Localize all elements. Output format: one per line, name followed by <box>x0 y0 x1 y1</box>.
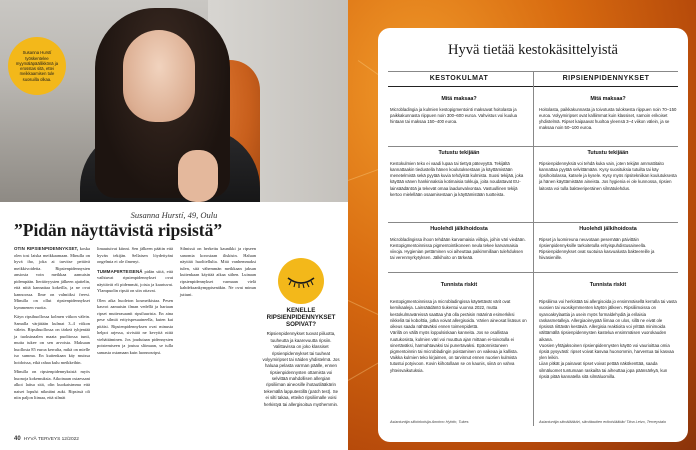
cell-text: Microbladingia ja kulmien kestopigmentointi maksavat hoitolasta ja paikkakunnasta riippuen noin 300–600 euroa. Vahvistus voi kuulua hintaan tai maksaa 150–400 euroa. <box>390 106 518 125</box>
right-page <box>348 0 696 450</box>
article-column-1 <box>14 246 90 405</box>
photo-caption-bubble <box>8 37 66 95</box>
table-cell <box>539 150 677 192</box>
cell-heading: Mitä maksaa? <box>441 96 477 102</box>
cell-text: Hoitolasta, paikkakunnasta ja toivotusta tuloksesta riippuen noin 70–150 euroa. Volyymiripset ovat kalliimmat kuin klassiset, samoin erikoiset yhdistelmä. Ripset kaipaavat huoltoa yleensä 3–4 viikon välein, ja se maksaa noin 50–100 euroa. <box>539 106 677 131</box>
article-column-2 <box>97 246 173 359</box>
magazine-issue: HYVÄ TERVEYS 12/2022 <box>23 437 79 442</box>
sidebar-text: Ripsienpidennykset tuovat piiluotta, tuuheutta ja kaarevuutta ripsiin. Valittavissa on joko klassiset ripsienpidennykset tai tuuheat volyymiripset tai näiden yhdistelmä. Jos haluaa pelasta varman päälle, ennen ripsienpidennysten ottamista voi selvittää mahdollisen allergian ripsiliiman aineosille ihotautilääkärin tekemällä lapputestillä (patch test). Se ei silti takaa, etteikö ripsiliimalle voisi herkistyä tai allergisoitua myöhemmin. <box>262 331 340 407</box>
paragraph: Olen aika huoleton kosmeikistaa. Pesen kasvot aamuisin ilman vedellä ja hartaan ripset mutterasaanit ripsiluurista. En aina pese silmiä erityispesuaineella, kuten kai pitäisi. Ripsienpidennyksen ovat minusta helpot arjessa, sivistää ne kevyitä niitä viehättäminen. Jos joudutaan pidennysten poistemiseen ja joutuu sliimaan, se tulla samasta ostamaan kuin luonnosripsi. <box>97 297 173 355</box>
table-cell <box>390 150 528 198</box>
cell-heading: Tunnista riskit <box>589 282 627 289</box>
table-cell <box>390 226 528 262</box>
pull-quote-headline: ”Pidän näyttävistä ripsistä” <box>14 220 223 240</box>
card-title: Hyvä tietää kestokäsittelyistä <box>448 42 618 58</box>
column-header-left: KESTOKULMAT <box>429 75 489 82</box>
credit-right: Asiantuntija silmälääkäri, silmätautien erikoislääkäri Tiina Leivo, Terveystalo <box>539 420 667 424</box>
table-cell <box>539 96 677 132</box>
cell-text: Kestopigmentoinnissa ja microbladingissa käytettävät värit ovat kemikaaleja. Lainsäädäntö tiukentui vuonna 2022, mutta kestokulmaväreissä saattaa yhä olla peräisin määrinä esimerkiksi nikkeliä tai kobolttia, jotka voivat allergisoida. Värien aineosat lisäsus on oikeus saada nähtäväksi ennen toimenpidettä. Värillä on vällä myös loppulsiskaan kanneita. Jos se osallistaa ruutukosista, kulmien väri voi muuttua ajan mittaan ei-toivotulla ei sinertäväksi, harmahtavaksi tai punertavaksi. Epäonnistuneen pigmentoinnin tai microbladingin poistaminen on vaikeaa ja kallista. Vaikka kulmien teko kirjaimen, on tarvinnut ennen nuorien kulmista tutustui potyivoon. Kovin kiihotollaan se on kaunis, siinä on vahva yhteisvaikutuksia. <box>390 299 527 373</box>
cell-text: Kestokulmien teko ei vaadi lupaa tai tiettyä pätevyyttä. Tekijältä kannattaakin tiedustella hänen koulutuksestaan ja käyttämistään menetelmistä sekä pyytää kuvia tehdyistä kulmista. Suosi tekijää, joka käyttää vänen hankinnaksia kotimaisia tokkuja, joita noudattavat EU-lainsäädäntöä ja tekevät omaa laadunvalvontaa. Vastuullinen tekijä kertoo mielellään osaamisestaan ja käyttämistään tuotteista. <box>390 160 524 197</box>
interviewee-name: Susanna Hurstí, 49, Oulu <box>130 210 218 220</box>
paragraph: koska olen tosi laiska meikkaamaan. Minulla on hyvä iho, joka ai tarvitse peitävä meikkivoidetta. Ripsienpidennysten ansiosta voin meikkaa aamuisin pidempään. Iteräävyysten jälkeen ajattelin, että niitä kannattaa kokeilla, ja ne ovat kannoossa. Ilme on valmiiksi freesi. Minulla on ollut ripsienpidennykset kymmenen vuotta. <box>14 246 90 310</box>
cell-heading: Huolehdi jälkihoidosta <box>430 226 488 232</box>
page-folio <box>14 436 79 442</box>
table-cell <box>390 276 528 374</box>
page-number: 40 <box>14 436 21 442</box>
credit-left: Asiantuntija silloinkoisija Annimo Hyhtin, Tukes <box>390 420 469 424</box>
article-column-3 <box>180 246 256 301</box>
info-card <box>378 28 688 442</box>
eye-lash-icon <box>278 258 324 304</box>
cell-heading: Tutustu tekijään <box>438 150 480 156</box>
paragraph: pidän siitä, että vaihtuvat ripsienpidennykset ovat näyttävät eli pidemmät, joista ja kaartuvat. Ylampuolin ripsiä on siin ottavat. <box>97 268 173 294</box>
paragraph: Minulla on ripsienpidennyksistä myös huonoja kokemuksia. Aikoinaan ostaessani alkoi laitsa sitä, olin kuokaisimma että naiset lopulsi nikniäni auki. Ripsissä oli niin paljon liimaa, että silmät <box>14 369 90 401</box>
lead-in: TUMMAPIIRTEISENÄ <box>97 268 143 274</box>
paragraph: limautuivat kiinni. Sen jälkeen päätin että hyvän tekijän. Sellaisen löydettyäni ongelmia ei ole ilmenyt. <box>97 246 173 265</box>
table-cell <box>539 276 677 380</box>
paragraph: Käyn ripsihuollossa kolmen viikon välein. Samalla värjätään kulmat 3–4 viikon välein. Ripsihuollossa on tärkeä tyhjentää ja tuoksinaalen maata puolitossa tunti, mutta tukee on sen arvoista. Maksaan huollosta 85 euroa kerralta, mikä on mielle iso summa. En kuitenkaan käy muissa hoidoissa, eikä rahaa kulu meikkeihin. <box>14 314 90 365</box>
portrait-photo <box>0 0 348 202</box>
paragraph: Silmissä on herkeitu kaunikki ja ripseen sanomia korostaan iliskisin. Haluan näyttää huolitellulta. Mitä vanhemmaksi tulen, sitä vähemmän meikkaan jaksan kuitenkaan käyttää aikaa siihen. Luinaan ripsienpidennykset varmaan vielä kahdeksankymppisenäkin. Ne ovat minun juttuni. <box>180 246 256 297</box>
cell-heading: Huolehdi jälkihoidosta <box>579 226 637 232</box>
cell-heading: Mitä maksaa? <box>590 96 626 102</box>
info-sidebar <box>262 258 340 408</box>
sidebar-heading: KENELLE RIPSIENPIDENNYKSET SOPIVAT? <box>266 307 336 329</box>
cell-heading: Tunnista riskit <box>440 282 478 289</box>
cell-heading: Tutustu tekijään <box>587 150 629 156</box>
column-header-right: RIPSIENPIDENNYKSET <box>562 75 650 82</box>
table-cell <box>539 226 677 262</box>
table-cell <box>390 96 528 125</box>
cell-text: Ripsienpidennyksiä voi tehdä kuka vain, joten tekijän ammattitaito kannattaa pyytää selvittämään. Kysy suosituksia tutuilta tai käy ripsihoitolassa, katsele ja kysele. Kysy myös ripsitekniikan koulutuksesta ja hänen käyttämistään aineista. Jos hygienia ei ole kunnossa, ripsien laitosta voi tulla bakteeriperäinen silmätulehdus. <box>539 160 677 191</box>
cell-text: Microbladingissa ihoon tehdään karvamaisia viiltoja, joihin väri viedään. Kestopigmentoinnissa pigmentointikoneen neula tekee karvamaisia viivoja. Hygienian pettäminen voi aiheuttaa paikimmillaan tulehduksen tai verenmyrkytyksen. Jälkihoito on tärkeää. <box>390 236 526 261</box>
cell-text: Ripsiliima voi herkistää tai allergisoida jo ensimmäisellä kerralla tai vasta vuosien tai vuosikymmenten käytön jälkeen. Ripsiliimoissa on syanoakrylaattia ja usein myös formaldehydiä ja erilaisia raskasmetalleja. Allergiaoireypää liimaa on ulos, sillä ne eivät ole ripsissä riittävän kestäviä. Allergisia reaktioita voi yrittää minimoida välttämällä ripsienpidennysten kastelua ensimmäisen vuorokauden aikana. Vuosien yhtäjaksoinen ripsienpidennysten käyttö voi vaurioittaa omia ripsiä pysyvästi: ripset voivat kasvaa huonommin, harventua tai kasvaa ylen leikin. Liian pitkät ja painavat ripset voivat pettää näkökenttää, saada silmäluomet tuntumaan raskailta tai aiheuttaa jopa päänsärkyä, kun ripsiä pitää kannatella sitä silmäluomilla. <box>539 299 677 379</box>
cell-text: Ripset ja luomireuna neuvotaan pesemään päivittäin ripsienpidennyksille tarkoitetulla erityispuhdistusaineella. Ripsienpidennykset ovat suotuisa kasvualusta bakteereille ja hiivasienille. <box>539 236 655 261</box>
lead-in: OTIN RIPSIENPIDENNYKSET, <box>14 246 79 251</box>
photo-caption-text: Susanna Hurstí työskentelee myymäläpäällikkönä ja erosstas sitä, ettei meikkaamisen tule suosuilla olkaa. <box>15 50 59 82</box>
